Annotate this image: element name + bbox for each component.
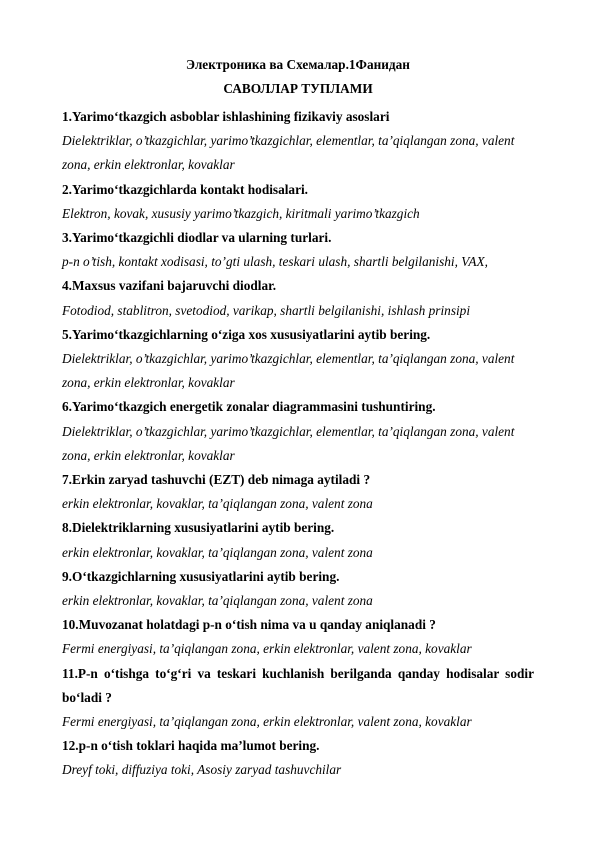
question-12: 12.p-n o‘tish toklari haqida ma’lumot bering. [62, 738, 320, 754]
answer-keywords-8: erkin elektronlar, kovaklar, ta’qiqlangan zona, valent zona [62, 544, 373, 560]
question-5: 5.Yarimo‘tkazgichlarning o‘ziga xos xususiyatlarini aytib bering. [62, 326, 431, 342]
answer-keywords-5: Dielektriklar, o’tkazgichlar, yarimo’tkazgichlar, elementlar, ta’qiqlangan zona, valent zona, erkin elektronlar, kovaklar [62, 351, 515, 391]
answer-keywords-11: Fermi energiyasi, ta’qiqlangan zona, erkin elektronlar, valent zona, kovaklar [62, 714, 472, 730]
question-1: 1.Yarimo‘tkazgich asboblar ishlashining fizikaviy asoslari [62, 109, 390, 124]
question-3: 3.Yarimo‘tkazgichli diodlar va ularning turlari. [62, 230, 332, 246]
question-4: 4.Maxsus vazifani bajaruvchi diodlar. [62, 278, 277, 294]
question-7: 7.Erkin zaryad tashuvchi (EZT) deb nimaga aytiladi ? [62, 472, 371, 488]
answer-keywords-3: p-n o’tish, kontakt xodisasi, to’gti ulash, teskari ulash, shartli belgilanishi, VAX, [62, 254, 488, 270]
document-subtitle: САВОЛЛАР ТУПЛАМИ [223, 81, 373, 96]
answer-keywords-10: Fermi energiyasi, ta’qiqlangan zona, erkin elektronlar, valent zona, kovaklar [62, 641, 472, 657]
question-2: 2.Yarimo‘tkazgichlarda kontakt hodisalari. [62, 181, 309, 197]
question-list [62, 105, 534, 783]
answer-keywords-1: Dielektriklar, o’tkazgichlar, yarimo’tkazgichlar, elementlar, ta’qiqlangan zona, valent zona, erkin elektronlar, kovaklar [62, 133, 515, 173]
document-title: Электроника ва Схемалар.1Фанидан [186, 57, 410, 72]
question-6: 6.Yarimo‘tkazgich energetik zonalar diagrammasini tushuntiring. [62, 399, 436, 415]
question-10: 10.Muvozanat holatdagi p-n o‘tish nima va u qanday aniqlanadi ? [62, 617, 436, 633]
question-11: 11.P-n o‘tishga to‘g‘ri va teskari kuchlanish berilganda qanday hodisalar sodir bo‘ladi ? [62, 665, 534, 705]
question-9: 9.O‘tkazgichlarning xususiyatlarini aytib bering. [62, 568, 340, 584]
answer-keywords-9: erkin elektronlar, kovaklar, ta’qiqlangan zona, valent zona [62, 593, 373, 609]
answer-keywords-7: erkin elektronlar, kovaklar, ta’qiqlangan zona, valent zona [62, 496, 373, 512]
answer-keywords-2: Elektron, kovak, xususiy yarimo’tkazgich, kiritmali yarimo’tkazgich [62, 205, 420, 221]
question-8: 8.Dielektriklarning xususiyatlarini aytib bering. [62, 520, 335, 536]
answer-keywords-4: Fotodiod, stablitron, svetodiod, varikap, shartli belgilanishi, ishlash prinsipi [62, 302, 471, 318]
answer-keywords-6: Dielektriklar, o’tkazgichlar, yarimo’tkazgichlar, elementlar, ta’qiqlangan zona, valent zona, erkin elektronlar, kovaklar [62, 423, 515, 463]
answer-keywords-12: Dreyf toki, diffuziya toki, Asosiy zaryad tashuvchilar [62, 762, 342, 778]
